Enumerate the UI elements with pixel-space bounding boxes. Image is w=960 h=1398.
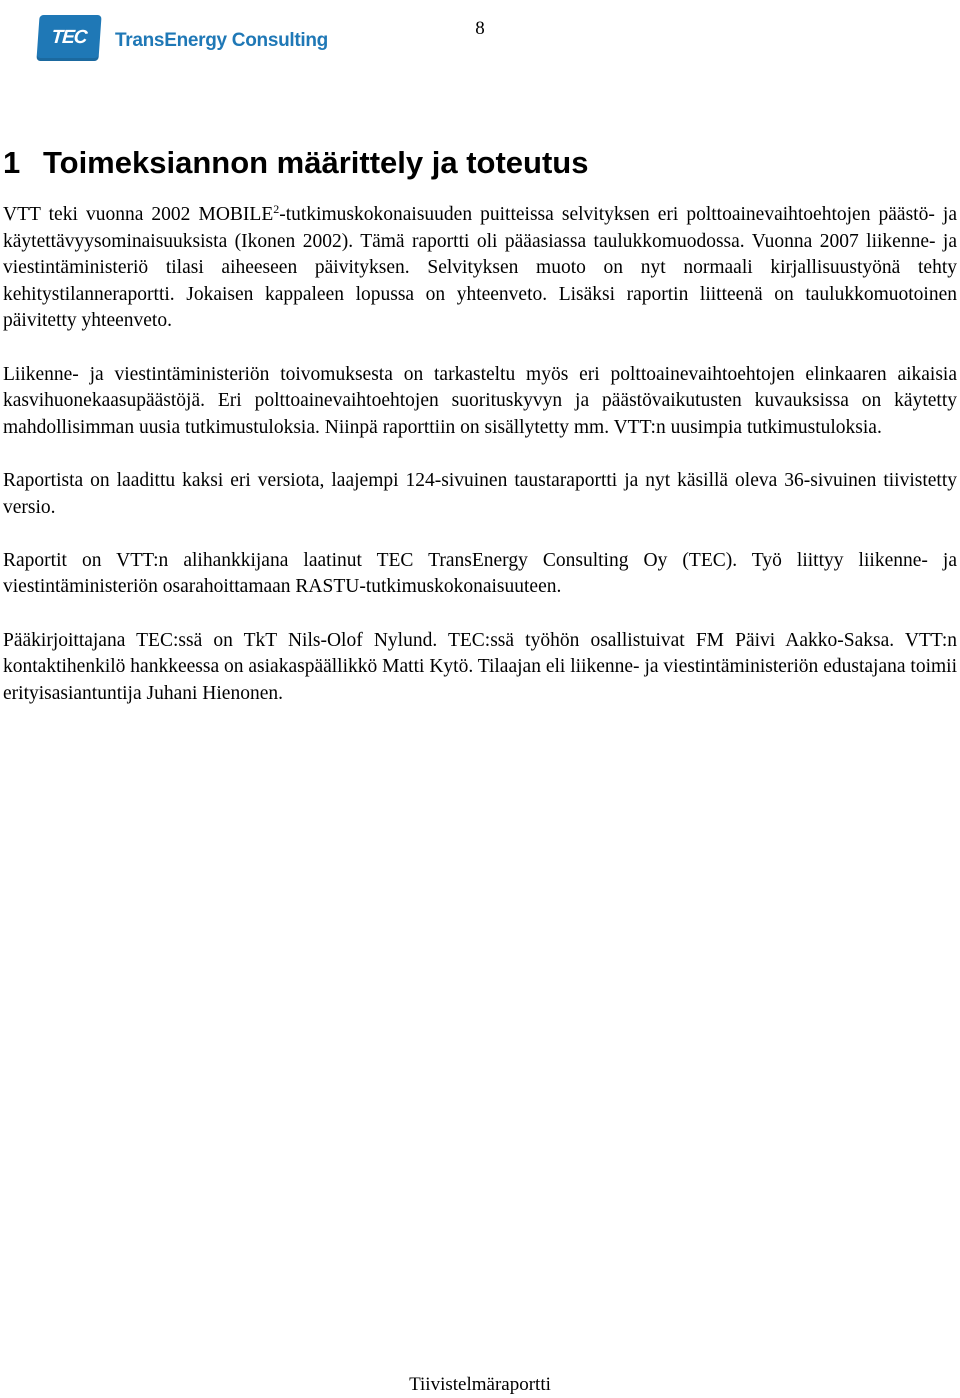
tec-logo-name: TransEnergy Consulting — [115, 30, 328, 51]
paragraph-4: Raportit on VTT:n alihankkijana laatinut TEC TransEnergy Consulting Oy (TEC). Työ liittyy liikenne- ja viestintäministeriön osarahoittamaan RASTU-tutkimuskokonaisuuteen. — [3, 549, 957, 598]
paragraph-3: Raportista on laadittu kaksi eri versiota, laajempi 124-sivuinen taustaraportti ja nyt käsillä oleva 36-sivuinen tiivistetty versio. — [3, 469, 957, 518]
page-number: 8 — [475, 18, 485, 39]
paragraph-5: Pääkirjoittajana TEC:ssä on TkT Nils-Olof Nylund. TEC:ssä työhön osallistuivat FM Päivi Aakko-Saksa. VTT:n kontaktihenkilö hankkeessa on asiakaspäällikkö Matti Kytö. Tilaajan eli liikenne- ja viestintäministeriön edustajana toimii erityisasiantuntija Juhani Hienonen. — [3, 629, 957, 704]
paragraph-1-rest: -tutkimuskokonaisuuden puitteissa selvityksen eri polttoainevaihtoehtojen päästö- ja käytettävyysominaisuuksista (Ikonen 2002). Tämä raportti oli pääasiassa taulukkomuodossa. Vuonna 2007 liikenne- ja viestintäministeriö tilasi aiheeseen päivityksen. Selvityksen muoto on nyt normaali kirjallisuustyönä tehty kehitystilanneraportti. Jokaisen kappaleen lopussa on yhteenveto. Lisäksi raportin liitteenä on taulukkomuotoinen päivitetty yhteenveto. — [3, 204, 957, 332]
page-header — [0, 0, 960, 80]
section-number: 1 — [3, 145, 21, 180]
section-heading — [3, 145, 588, 181]
section-title: Toimeksiannon määrittely ja toteutus — [43, 145, 589, 180]
paragraph-1-start: VTT teki vuonna 2002 MOBILE — [3, 204, 274, 225]
superscript: 2 — [273, 202, 280, 216]
paragraph-1 — [3, 202, 957, 335]
tec-logo-mark-text: TEC — [50, 27, 88, 48]
body-text — [3, 202, 957, 734]
paragraph-2: Liikenne- ja viestintäministeriön toivomuksesta on tarkasteltu myös eri polttoainevaihtoehtojen elinkaaren aikaisia kasvihuonekaasupäästöjä. Eri polttoainevaihtoehtojen suorituskyvyn ja päästövaikutusten kuvauksissa on käytetty mahdollisimman uusia tutkimustuloksia. Niinpä raporttiin on sisällytetty mm. VTT:n uusimpia tutkimustuloksia. — [3, 363, 957, 438]
page-footer: Tiivistelmäraportti — [409, 1374, 551, 1395]
